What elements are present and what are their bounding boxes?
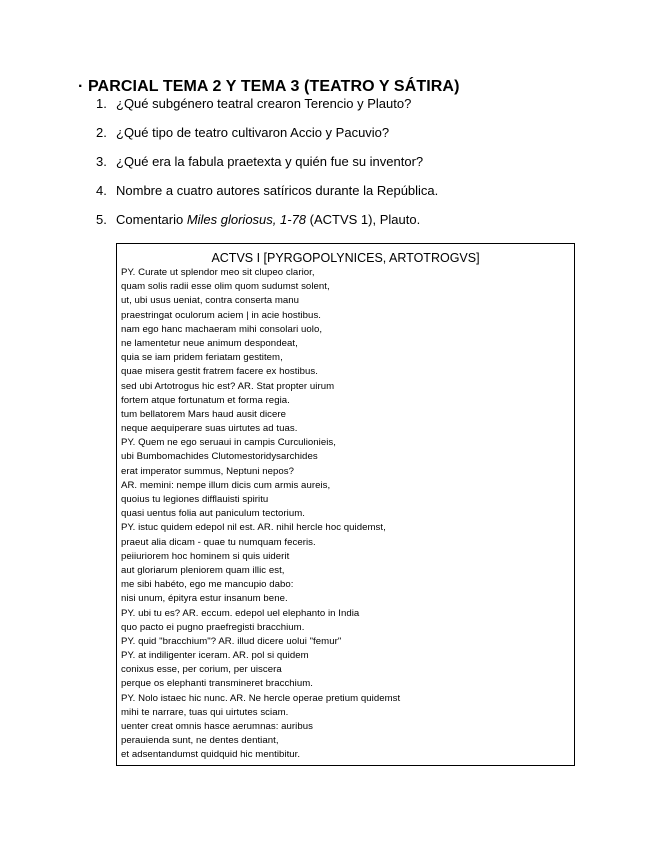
verse-line: neque aequiperare suas uirtutes ad tuas. <box>121 423 298 435</box>
verse-line: quasi uentus folia aut paniculum tectorium. <box>121 508 305 520</box>
question-text: Nombre a cuatro autores satíricos durante la República. <box>116 183 439 198</box>
verse-line: PY. Curate ut splendor meo sit clupeo clarior, <box>121 267 315 278</box>
verse-line: praestringat oculorum aciem | in acie hostibus. <box>121 309 322 321</box>
verse-line: perauienda sunt, ne dentes dentiant, <box>121 735 279 747</box>
verse-line: quoius tu legiones difflauisti spiritu <box>121 494 269 505</box>
act-title: ACTVS I [PYRGOPOLYNICES, ARTOTROGVS] <box>211 251 480 265</box>
verse-line: AR. memini: nempe illum dicis cum armis aureis, <box>121 479 331 491</box>
verse-line: quam solis radii esse olim quom sudumst solent, <box>121 281 330 293</box>
verse-line: aut gloriarum pleniorem quam illic est, <box>121 564 285 576</box>
verse-line: quo pacto ei pugno praefregisti bracchium. <box>121 621 305 633</box>
verse-line: PY. Nolo istaec hic nunc. AR. Ne hercle operae pretium quidemst <box>121 692 401 704</box>
verse-line: ne lamentetur neue animum despondeat, <box>121 337 298 349</box>
latin-text-box <box>116 243 575 766</box>
question-number: 1. <box>96 96 107 111</box>
verse-line: erat imperator summus, Neptuni nepos? <box>121 465 295 477</box>
verse-line: nam ego hanc machaeram mihi consolari uolo, <box>121 323 323 335</box>
question-item <box>96 154 438 183</box>
verse-line: uenter creat omnis hasce aerumnas: auribus <box>121 721 313 732</box>
verse-line: fortem atque fortunatum et forma regia. <box>121 394 290 406</box>
verse-line: PY. istuc quidem edepol nil est. AR. nihil hercle hoc quidemst, <box>121 522 386 534</box>
page-heading: · PARCIAL TEMA 2 Y TEMA 3 (TEATRO Y SÁTIRA) <box>78 78 460 95</box>
question-text-suffix: (ACTVS 1), Plauto. <box>306 212 421 227</box>
verse-line: ut, ubi usus ueniat, contra conserta manu <box>121 295 300 307</box>
verse-line: PY. ubi tu es? AR. eccum. edepol uel elephanto in India <box>121 607 360 619</box>
question-item <box>96 183 438 212</box>
verse-line: me sibi habéto, ego me mancupio dabo: <box>121 579 294 591</box>
verse-line: conixus esse, per corium, per uiscera <box>121 664 282 676</box>
verse-list <box>121 266 574 763</box>
question-item <box>96 212 438 241</box>
verse-line: et adsentandumst quidquid hic mentibitur. <box>121 749 301 761</box>
verse-line: peiiuriorem hoc hominem si quis uiderit <box>121 550 290 562</box>
question-text: ¿Qué subgénero teatral crearon Terencio y Plauto? <box>116 96 412 111</box>
question-number: 5. <box>96 212 107 227</box>
question-item <box>96 96 438 125</box>
question-text-prefix: Comentario <box>116 212 187 227</box>
verse-line: nisi unum, épityra estur insanum bene. <box>121 593 288 605</box>
work-title: Miles gloriosus, 1-78 <box>186 212 307 227</box>
verse-line: tum bellatorem Mars haud ausit dicere <box>121 408 287 420</box>
question-number: 3. <box>96 154 107 169</box>
verse-line: PY. Quem ne ego seruaui in campis Curculionieis, <box>121 437 336 449</box>
question-text: ¿Qué tipo de teatro cultivaron Accio y Pacuvio? <box>116 125 390 140</box>
verse-line: quia se iam pridem feriatam gestitem, <box>121 352 283 364</box>
verse-line: mihi te narrare, tuas qui uirtutes sciam. <box>121 706 289 718</box>
verse-line: sed ubi Artotrogus hic est? AR. Stat propter uirum <box>121 380 335 392</box>
verse-line: ubi Bumbomachides Clutomestoridysarchides <box>121 451 318 463</box>
question-list <box>96 96 438 241</box>
question-item <box>96 125 438 154</box>
question-number: 4. <box>96 183 107 198</box>
verse-line: PY. at indiligenter iceram. AR. pol si quidem <box>121 650 309 662</box>
verse-line: praeut alia dicam - quae tu numquam feceris. <box>121 536 316 548</box>
verse-line: perque os elephanti transmineret bracchium. <box>121 678 313 690</box>
question-text: ¿Qué era la fabula praetexta y quién fue su inventor? <box>116 154 424 169</box>
verse-line: PY. quid "bracchium"? AR. illud dicere uolui "femur" <box>121 635 342 647</box>
verse-line: quae misera gestit fratrem facere ex hostibus. <box>121 366 318 378</box>
question-number: 2. <box>96 125 107 140</box>
